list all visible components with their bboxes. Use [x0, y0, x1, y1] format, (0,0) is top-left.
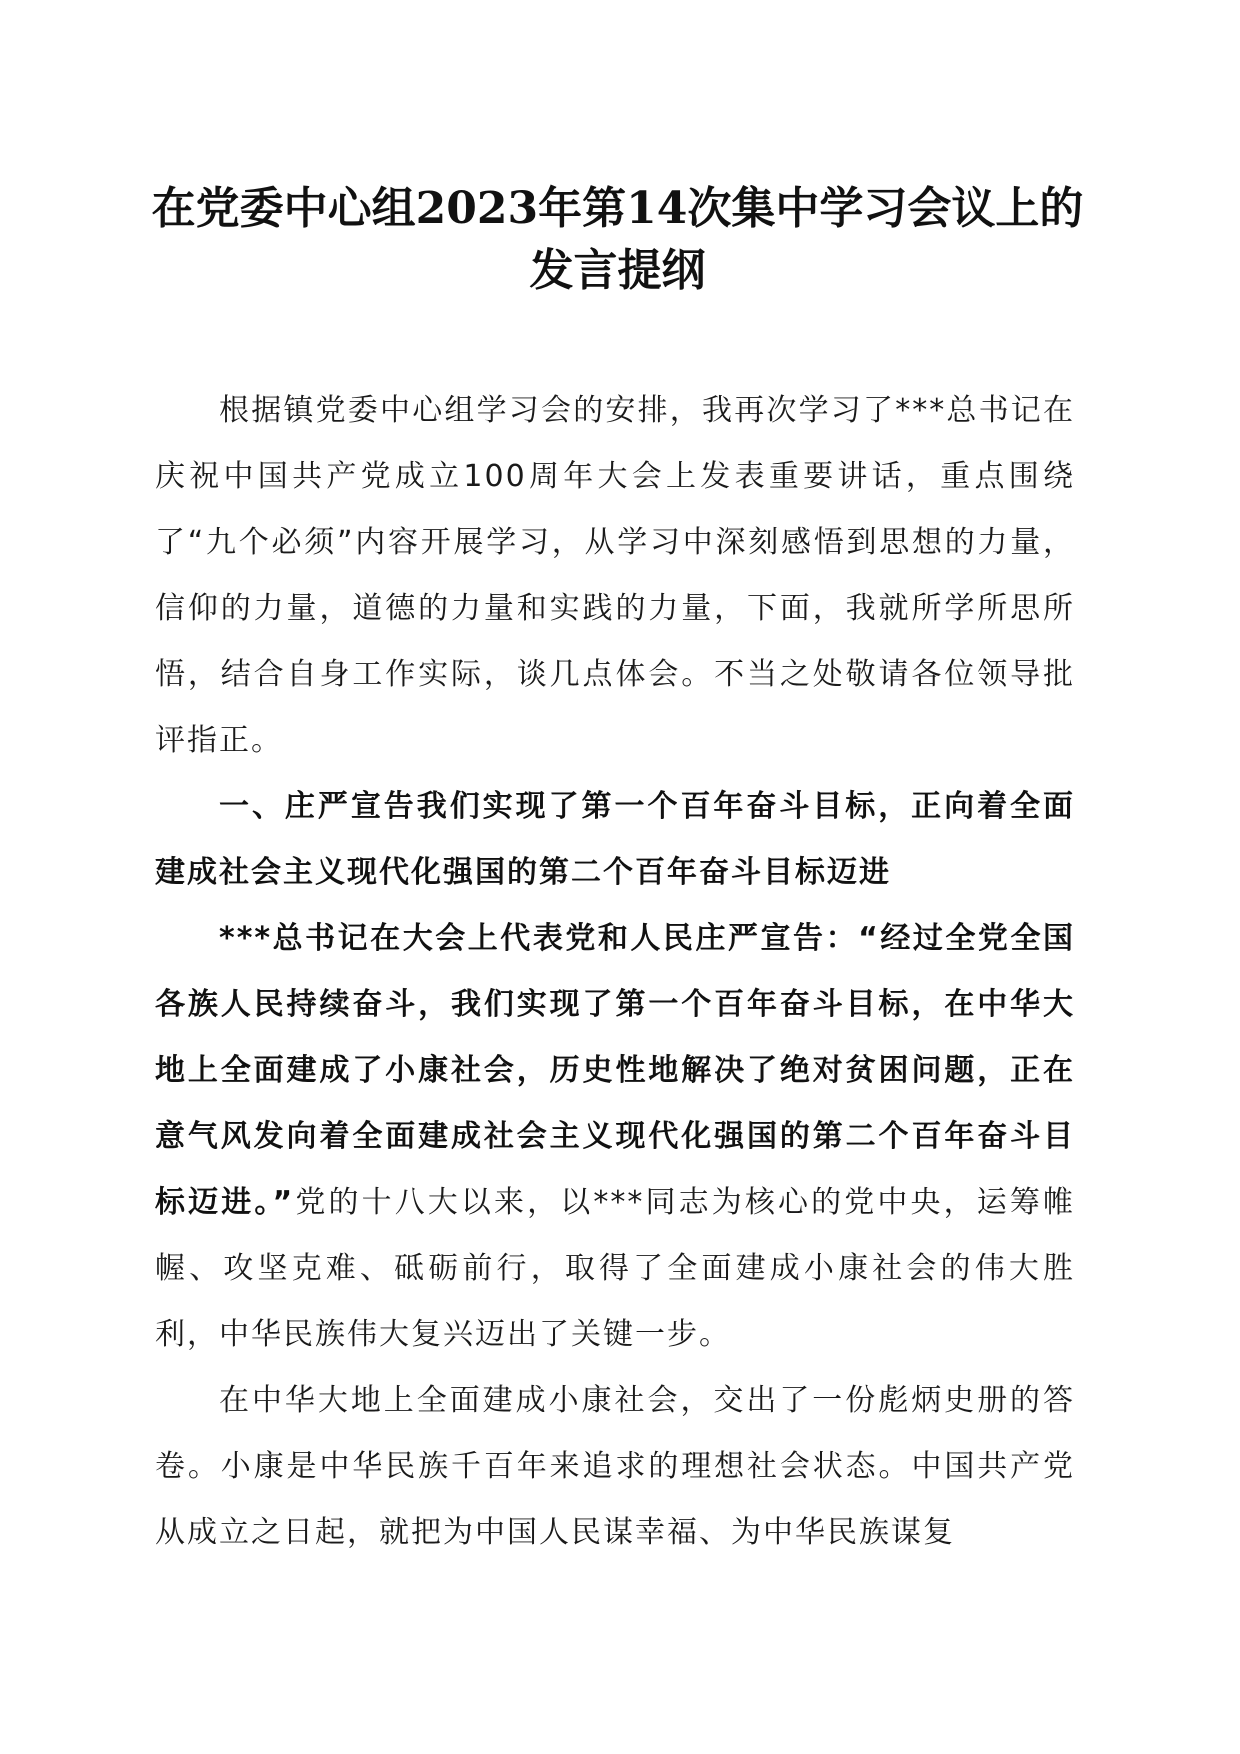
section-heading-1: 一、庄严宣告我们实现了第一个百年奋斗目标，正向着全面建成社会主义现代化强国的第二个百年奋斗目标迈进 [155, 789, 1075, 890]
quote-bold-text: ***总书记在大会上代表党和人民庄严宣告：“经过全党全国各族人民持续奋斗，我们实现了第一个百年奋斗目标，在中华大地上全面建成了小康社会，历史性地解决了绝对贫困问题，正在意气风发向着全面建成社会主义现代化强国的第二个百年奋斗目标迈进。” [155, 921, 1075, 1220]
paragraph-intro: 根据镇党委中心组学习会的安排，我再次学习了***总书记在庆祝中国共产党成立100周年大会上发表重要讲话，重点围绕了“九个必须”内容开展学习，从学习中深刻感悟到思想的力量，信仰的力量，道德的力量和实践的力量，下面，我就所学所思所悟，结合自身工作实际，谈几点体会。不当之处敬请各位领导批评指正。 [155, 393, 1075, 758]
paragraph-xiaokang: 在中华大地上全面建成小康社会，交出了一份彪炳史册的答卷。小康是中华民族千百年来追求的理想社会状态。中国共产党从成立之日起，就把为中国人民谋幸福、为中华民族谋复 [155, 1383, 1075, 1550]
document-body [155, 378, 1075, 1566]
document-title: 在党委中心组2023年第14次集中学习会议上的发言提纲 [151, 183, 1084, 296]
paragraph-quote [155, 906, 1075, 1368]
quote-following-text: 党的十八大以来，以***同志为核心的党中央，运筹帷幄、攻坚克难、砥砺前行，取得了全面建成小康社会的伟大胜利，中华民族伟大复兴迈出了关键一步。 [155, 1185, 1075, 1352]
